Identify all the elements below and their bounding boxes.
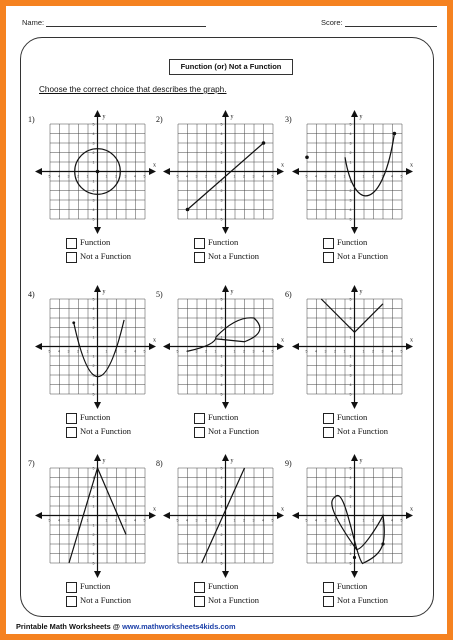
svg-text:4: 4 [186, 518, 188, 523]
svg-text:4: 4 [262, 518, 264, 523]
graph-sideways-loop [163, 284, 288, 409]
option-label: Not a Function [80, 426, 131, 436]
svg-text:3: 3 [195, 518, 198, 523]
svg-text:2: 2 [77, 518, 79, 523]
graph-steep-line [163, 453, 288, 578]
svg-text:3: 3 [220, 316, 223, 321]
svg-text:4: 4 [134, 518, 136, 523]
svg-text:2: 2 [334, 518, 336, 523]
svg-text:1: 1 [105, 349, 108, 354]
svg-text:x: x [281, 337, 284, 344]
option-label: Function [337, 412, 368, 422]
coordinate-graph [35, 453, 160, 578]
svg-text:3: 3 [252, 349, 255, 354]
svg-text:x: x [153, 337, 156, 344]
checkbox-square[interactable] [323, 427, 334, 438]
problem-number: 2) [156, 115, 163, 124]
svg-text:4: 4 [391, 174, 393, 179]
svg-text:5: 5 [305, 174, 308, 179]
option-label: Not a Function [337, 595, 388, 605]
checkbox-square[interactable] [194, 582, 205, 593]
svg-text:3: 3 [220, 198, 223, 203]
svg-text:5: 5 [349, 561, 352, 566]
svg-text:5: 5 [349, 217, 352, 222]
svg-text:1: 1 [220, 504, 223, 509]
graph-cubic-with-point [292, 109, 417, 234]
svg-text:x: x [410, 506, 413, 513]
svg-text:1: 1 [92, 160, 95, 165]
svg-text:4: 4 [391, 349, 393, 354]
svg-text:2: 2 [220, 495, 223, 499]
option-label: Function [80, 412, 111, 422]
svg-text:5: 5 [143, 174, 146, 179]
name-line[interactable] [46, 18, 206, 27]
svg-text:1: 1 [343, 349, 346, 354]
svg-text:2: 2 [92, 533, 95, 537]
svg-text:5: 5 [305, 349, 308, 354]
coordinate-graph [163, 109, 288, 234]
svg-text:4: 4 [349, 307, 352, 311]
function-checkbox[interactable] [323, 237, 367, 248]
checkbox-square[interactable] [323, 413, 334, 424]
svg-text:1: 1 [105, 174, 108, 179]
svg-text:1: 1 [362, 174, 365, 179]
worksheet-page [6, 6, 447, 634]
svg-text:4: 4 [220, 208, 223, 212]
checkbox-square[interactable] [66, 582, 77, 593]
score-line[interactable] [345, 18, 437, 27]
coordinate-graph [35, 284, 160, 409]
svg-text:2: 2 [243, 518, 245, 523]
svg-text:5: 5 [143, 349, 146, 354]
svg-text:3: 3 [220, 542, 223, 547]
svg-text:2: 2 [372, 174, 374, 179]
svg-text:4: 4 [92, 132, 95, 136]
svg-text:3: 3 [92, 141, 95, 146]
svg-text:3: 3 [349, 316, 352, 321]
svg-text:1: 1 [86, 174, 89, 179]
svg-text:2: 2 [92, 189, 95, 193]
svg-text:3: 3 [67, 174, 70, 179]
not-function-checkbox[interactable] [323, 251, 388, 262]
svg-text:2: 2 [220, 533, 223, 537]
svg-text:5: 5 [92, 466, 95, 471]
svg-text:4: 4 [92, 208, 95, 212]
svg-text:3: 3 [349, 485, 352, 490]
problem-number: 5) [156, 290, 163, 299]
svg-text:5: 5 [271, 518, 274, 523]
svg-text:1: 1 [105, 518, 108, 523]
svg-text:5: 5 [349, 297, 352, 302]
svg-text:4: 4 [92, 552, 95, 556]
svg-text:2: 2 [349, 533, 352, 537]
checkbox-square[interactable] [323, 238, 334, 249]
svg-text:y: y [359, 114, 363, 120]
graph-inverted-v [35, 453, 160, 578]
svg-text:4: 4 [220, 132, 223, 136]
function-checkbox[interactable] [66, 412, 110, 423]
function-checkbox[interactable] [323, 581, 367, 592]
graph-parabola-up [35, 284, 160, 409]
svg-text:5: 5 [271, 174, 274, 179]
footer [16, 622, 236, 631]
svg-text:x: x [153, 506, 156, 513]
problem-number: 6) [285, 290, 292, 299]
svg-text:3: 3 [124, 349, 127, 354]
svg-text:3: 3 [220, 485, 223, 490]
svg-text:4: 4 [349, 132, 352, 136]
function-checkbox[interactable] [194, 237, 238, 248]
svg-text:3: 3 [67, 349, 70, 354]
checkbox-square[interactable] [194, 413, 205, 424]
svg-text:2: 2 [92, 495, 95, 499]
option-label: Function [337, 237, 368, 247]
svg-text:4: 4 [349, 208, 352, 212]
svg-text:1: 1 [349, 335, 352, 340]
svg-text:1: 1 [362, 349, 365, 354]
option-label: Not a Function [337, 251, 388, 261]
not-function-checkbox[interactable] [194, 426, 259, 437]
coordinate-graph [163, 284, 288, 409]
svg-text:2: 2 [220, 189, 223, 193]
graph-v-shape [292, 284, 417, 409]
svg-text:1: 1 [349, 523, 352, 528]
option-label: Not a Function [337, 426, 388, 436]
problem-number: 9) [285, 459, 292, 468]
svg-text:y: y [102, 458, 106, 464]
not-function-checkbox[interactable] [323, 426, 388, 437]
svg-text:1: 1 [220, 335, 223, 340]
svg-text:1: 1 [214, 349, 217, 354]
svg-text:y: y [359, 289, 363, 295]
svg-text:4: 4 [349, 383, 352, 387]
svg-text:2: 2 [205, 349, 207, 354]
checkbox-square[interactable] [66, 252, 77, 263]
svg-text:3: 3 [349, 542, 352, 547]
svg-text:4: 4 [186, 174, 188, 179]
svg-text:5: 5 [92, 561, 95, 566]
svg-text:x: x [281, 506, 284, 513]
svg-text:5: 5 [48, 349, 51, 354]
score-field[interactable] [321, 18, 437, 27]
svg-text:5: 5 [349, 122, 352, 127]
checkbox-square[interactable] [66, 596, 77, 607]
svg-text:x: x [153, 162, 156, 169]
svg-text:3: 3 [381, 174, 384, 179]
svg-text:4: 4 [186, 349, 188, 354]
svg-text:1: 1 [343, 174, 346, 179]
problem-number: 3) [285, 115, 292, 124]
svg-text:3: 3 [92, 198, 95, 203]
svg-text:4: 4 [220, 383, 223, 387]
option-label: Function [208, 412, 239, 422]
svg-text:x: x [281, 162, 284, 169]
svg-text:5: 5 [48, 174, 51, 179]
svg-text:5: 5 [220, 122, 223, 127]
svg-text:2: 2 [220, 151, 223, 155]
svg-text:5: 5 [220, 561, 223, 566]
svg-text:4: 4 [262, 174, 264, 179]
option-label: Function [208, 581, 239, 591]
svg-text:4: 4 [92, 383, 95, 387]
not-function-checkbox[interactable] [194, 595, 259, 606]
svg-text:3: 3 [220, 141, 223, 146]
svg-text:y: y [102, 114, 106, 120]
svg-text:3: 3 [252, 174, 255, 179]
checkbox-square[interactable] [66, 427, 77, 438]
svg-text:3: 3 [92, 373, 95, 378]
svg-text:1: 1 [220, 179, 223, 184]
svg-text:3: 3 [324, 518, 327, 523]
svg-text:2: 2 [92, 151, 95, 155]
svg-text:2: 2 [243, 174, 245, 179]
svg-text:y: y [230, 114, 234, 120]
svg-text:3: 3 [195, 174, 198, 179]
svg-text:y: y [230, 458, 234, 464]
svg-text:5: 5 [92, 392, 95, 397]
svg-text:x: x [410, 337, 413, 344]
svg-text:1: 1 [233, 518, 236, 523]
svg-text:5: 5 [220, 466, 223, 471]
svg-text:3: 3 [324, 349, 327, 354]
svg-text:3: 3 [252, 518, 255, 523]
svg-text:3: 3 [92, 316, 95, 321]
svg-text:1: 1 [92, 335, 95, 340]
svg-text:5: 5 [176, 174, 179, 179]
svg-text:2: 2 [334, 349, 336, 354]
svg-text:2: 2 [115, 518, 117, 523]
svg-text:3: 3 [381, 518, 384, 523]
svg-text:5: 5 [92, 297, 95, 302]
svg-text:5: 5 [220, 217, 223, 222]
svg-text:5: 5 [349, 392, 352, 397]
svg-text:1: 1 [349, 179, 352, 184]
svg-text:4: 4 [220, 307, 223, 311]
svg-text:y: y [102, 289, 106, 295]
svg-text:2: 2 [349, 151, 352, 155]
svg-text:4: 4 [58, 174, 60, 179]
svg-text:1: 1 [349, 160, 352, 165]
svg-text:1: 1 [220, 160, 223, 165]
svg-text:1: 1 [86, 518, 89, 523]
svg-text:5: 5 [220, 392, 223, 397]
not-function-checkbox[interactable] [66, 251, 131, 262]
svg-text:3: 3 [349, 198, 352, 203]
svg-text:5: 5 [400, 518, 403, 523]
graph-closed-loop [292, 453, 417, 578]
instructions: Choose the correct choice that describes the graph. [39, 85, 227, 94]
problem-number: 8) [156, 459, 163, 468]
svg-text:5: 5 [349, 466, 352, 471]
svg-text:1: 1 [220, 523, 223, 528]
option-label: Function [337, 581, 368, 591]
option-label: Function [80, 237, 111, 247]
svg-text:y: y [230, 289, 234, 295]
svg-text:1: 1 [92, 179, 95, 184]
svg-text:5: 5 [143, 518, 146, 523]
svg-text:4: 4 [315, 349, 317, 354]
not-function-checkbox[interactable] [66, 426, 131, 437]
function-checkbox[interactable] [66, 581, 110, 592]
problem-number: 1) [28, 115, 35, 124]
option-label: Function [208, 237, 239, 247]
svg-text:3: 3 [381, 349, 384, 354]
function-checkbox[interactable] [66, 237, 110, 248]
footer-label: Printable Math Worksheets @ [16, 622, 120, 631]
svg-text:3: 3 [349, 141, 352, 146]
function-checkbox[interactable] [194, 412, 238, 423]
svg-text:2: 2 [205, 174, 207, 179]
svg-text:4: 4 [315, 518, 317, 523]
svg-text:2: 2 [77, 174, 79, 179]
score-label: Score: [321, 18, 343, 27]
not-function-checkbox[interactable] [323, 595, 388, 606]
svg-text:3: 3 [324, 174, 327, 179]
svg-text:1: 1 [220, 354, 223, 359]
option-label: Not a Function [80, 251, 131, 261]
svg-text:4: 4 [58, 349, 60, 354]
svg-text:4: 4 [134, 349, 136, 354]
svg-text:2: 2 [220, 326, 223, 330]
svg-text:2: 2 [349, 326, 352, 330]
svg-text:2: 2 [349, 364, 352, 368]
not-function-checkbox[interactable] [194, 251, 259, 262]
coordinate-graph [292, 284, 417, 409]
svg-text:y: y [359, 458, 363, 464]
checkbox-square[interactable] [323, 596, 334, 607]
svg-text:4: 4 [58, 518, 60, 523]
svg-text:2: 2 [349, 189, 352, 193]
svg-text:3: 3 [92, 485, 95, 490]
svg-text:3: 3 [67, 518, 70, 523]
problem-number: 7) [28, 459, 35, 468]
svg-text:1: 1 [233, 349, 236, 354]
svg-text:3: 3 [195, 349, 198, 354]
option-label: Not a Function [208, 595, 259, 605]
svg-text:5: 5 [400, 174, 403, 179]
checkbox-square[interactable] [66, 238, 77, 249]
svg-text:x: x [410, 162, 413, 169]
worksheet-title: Function (or) Not a Function [169, 59, 293, 75]
svg-text:4: 4 [315, 174, 317, 179]
svg-text:2: 2 [243, 349, 245, 354]
svg-text:2: 2 [205, 518, 207, 523]
svg-text:3: 3 [220, 373, 223, 378]
svg-text:4: 4 [92, 307, 95, 311]
svg-text:3: 3 [92, 542, 95, 547]
coordinate-graph [35, 109, 160, 234]
svg-text:2: 2 [334, 174, 336, 179]
svg-text:5: 5 [271, 349, 274, 354]
name-field[interactable] [22, 18, 206, 27]
footer-url[interactable]: www.mathworksheets4kids.com [122, 622, 236, 631]
option-label: Function [80, 581, 111, 591]
svg-text:4: 4 [220, 552, 223, 556]
svg-text:5: 5 [92, 122, 95, 127]
svg-text:1: 1 [86, 349, 89, 354]
coordinate-graph [292, 109, 417, 234]
svg-text:5: 5 [400, 349, 403, 354]
option-label: Not a Function [208, 426, 259, 436]
svg-text:1: 1 [214, 174, 217, 179]
svg-text:2: 2 [115, 349, 117, 354]
problem-number: 4) [28, 290, 35, 299]
svg-text:4: 4 [349, 552, 352, 556]
svg-text:5: 5 [176, 518, 179, 523]
svg-text:5: 5 [305, 518, 308, 523]
svg-text:1: 1 [362, 518, 365, 523]
checkbox-square[interactable] [66, 413, 77, 424]
checkbox-square[interactable] [194, 238, 205, 249]
svg-text:1: 1 [92, 504, 95, 509]
checkbox-square[interactable] [194, 252, 205, 263]
svg-text:4: 4 [262, 349, 264, 354]
svg-text:1: 1 [343, 518, 346, 523]
svg-text:4: 4 [134, 174, 136, 179]
name-label: Name: [22, 18, 45, 27]
svg-text:4: 4 [349, 476, 352, 480]
svg-text:2: 2 [92, 326, 95, 330]
not-function-checkbox[interactable] [66, 595, 131, 606]
svg-text:2: 2 [77, 349, 79, 354]
svg-text:5: 5 [48, 518, 51, 523]
svg-text:4: 4 [92, 476, 95, 480]
option-label: Not a Function [80, 595, 131, 605]
svg-text:5: 5 [220, 297, 223, 302]
svg-text:1: 1 [349, 354, 352, 359]
function-checkbox[interactable] [323, 412, 367, 423]
svg-text:2: 2 [372, 349, 374, 354]
graph-diagonal-line-with-endpoints [163, 109, 288, 234]
svg-text:1: 1 [233, 174, 236, 179]
svg-text:1: 1 [349, 504, 352, 509]
svg-text:2: 2 [349, 495, 352, 499]
checkbox-square[interactable] [194, 596, 205, 607]
svg-text:1: 1 [92, 354, 95, 359]
svg-text:1: 1 [214, 518, 217, 523]
svg-text:3: 3 [124, 518, 127, 523]
graph-circle [35, 109, 160, 234]
checkbox-square[interactable] [323, 582, 334, 593]
svg-text:5: 5 [92, 217, 95, 222]
coordinate-graph [163, 453, 288, 578]
svg-text:4: 4 [391, 518, 393, 523]
svg-text:1: 1 [92, 523, 95, 528]
svg-text:5: 5 [176, 349, 179, 354]
option-label: Not a Function [208, 251, 259, 261]
svg-text:2: 2 [220, 364, 223, 368]
coordinate-graph [292, 453, 417, 578]
checkbox-square[interactable] [323, 252, 334, 263]
svg-text:4: 4 [220, 476, 223, 480]
svg-text:2: 2 [372, 518, 374, 523]
svg-text:3: 3 [124, 174, 127, 179]
svg-text:2: 2 [92, 364, 95, 368]
svg-text:3: 3 [349, 373, 352, 378]
checkbox-square[interactable] [194, 427, 205, 438]
svg-text:2: 2 [115, 174, 117, 179]
function-checkbox[interactable] [194, 581, 238, 592]
